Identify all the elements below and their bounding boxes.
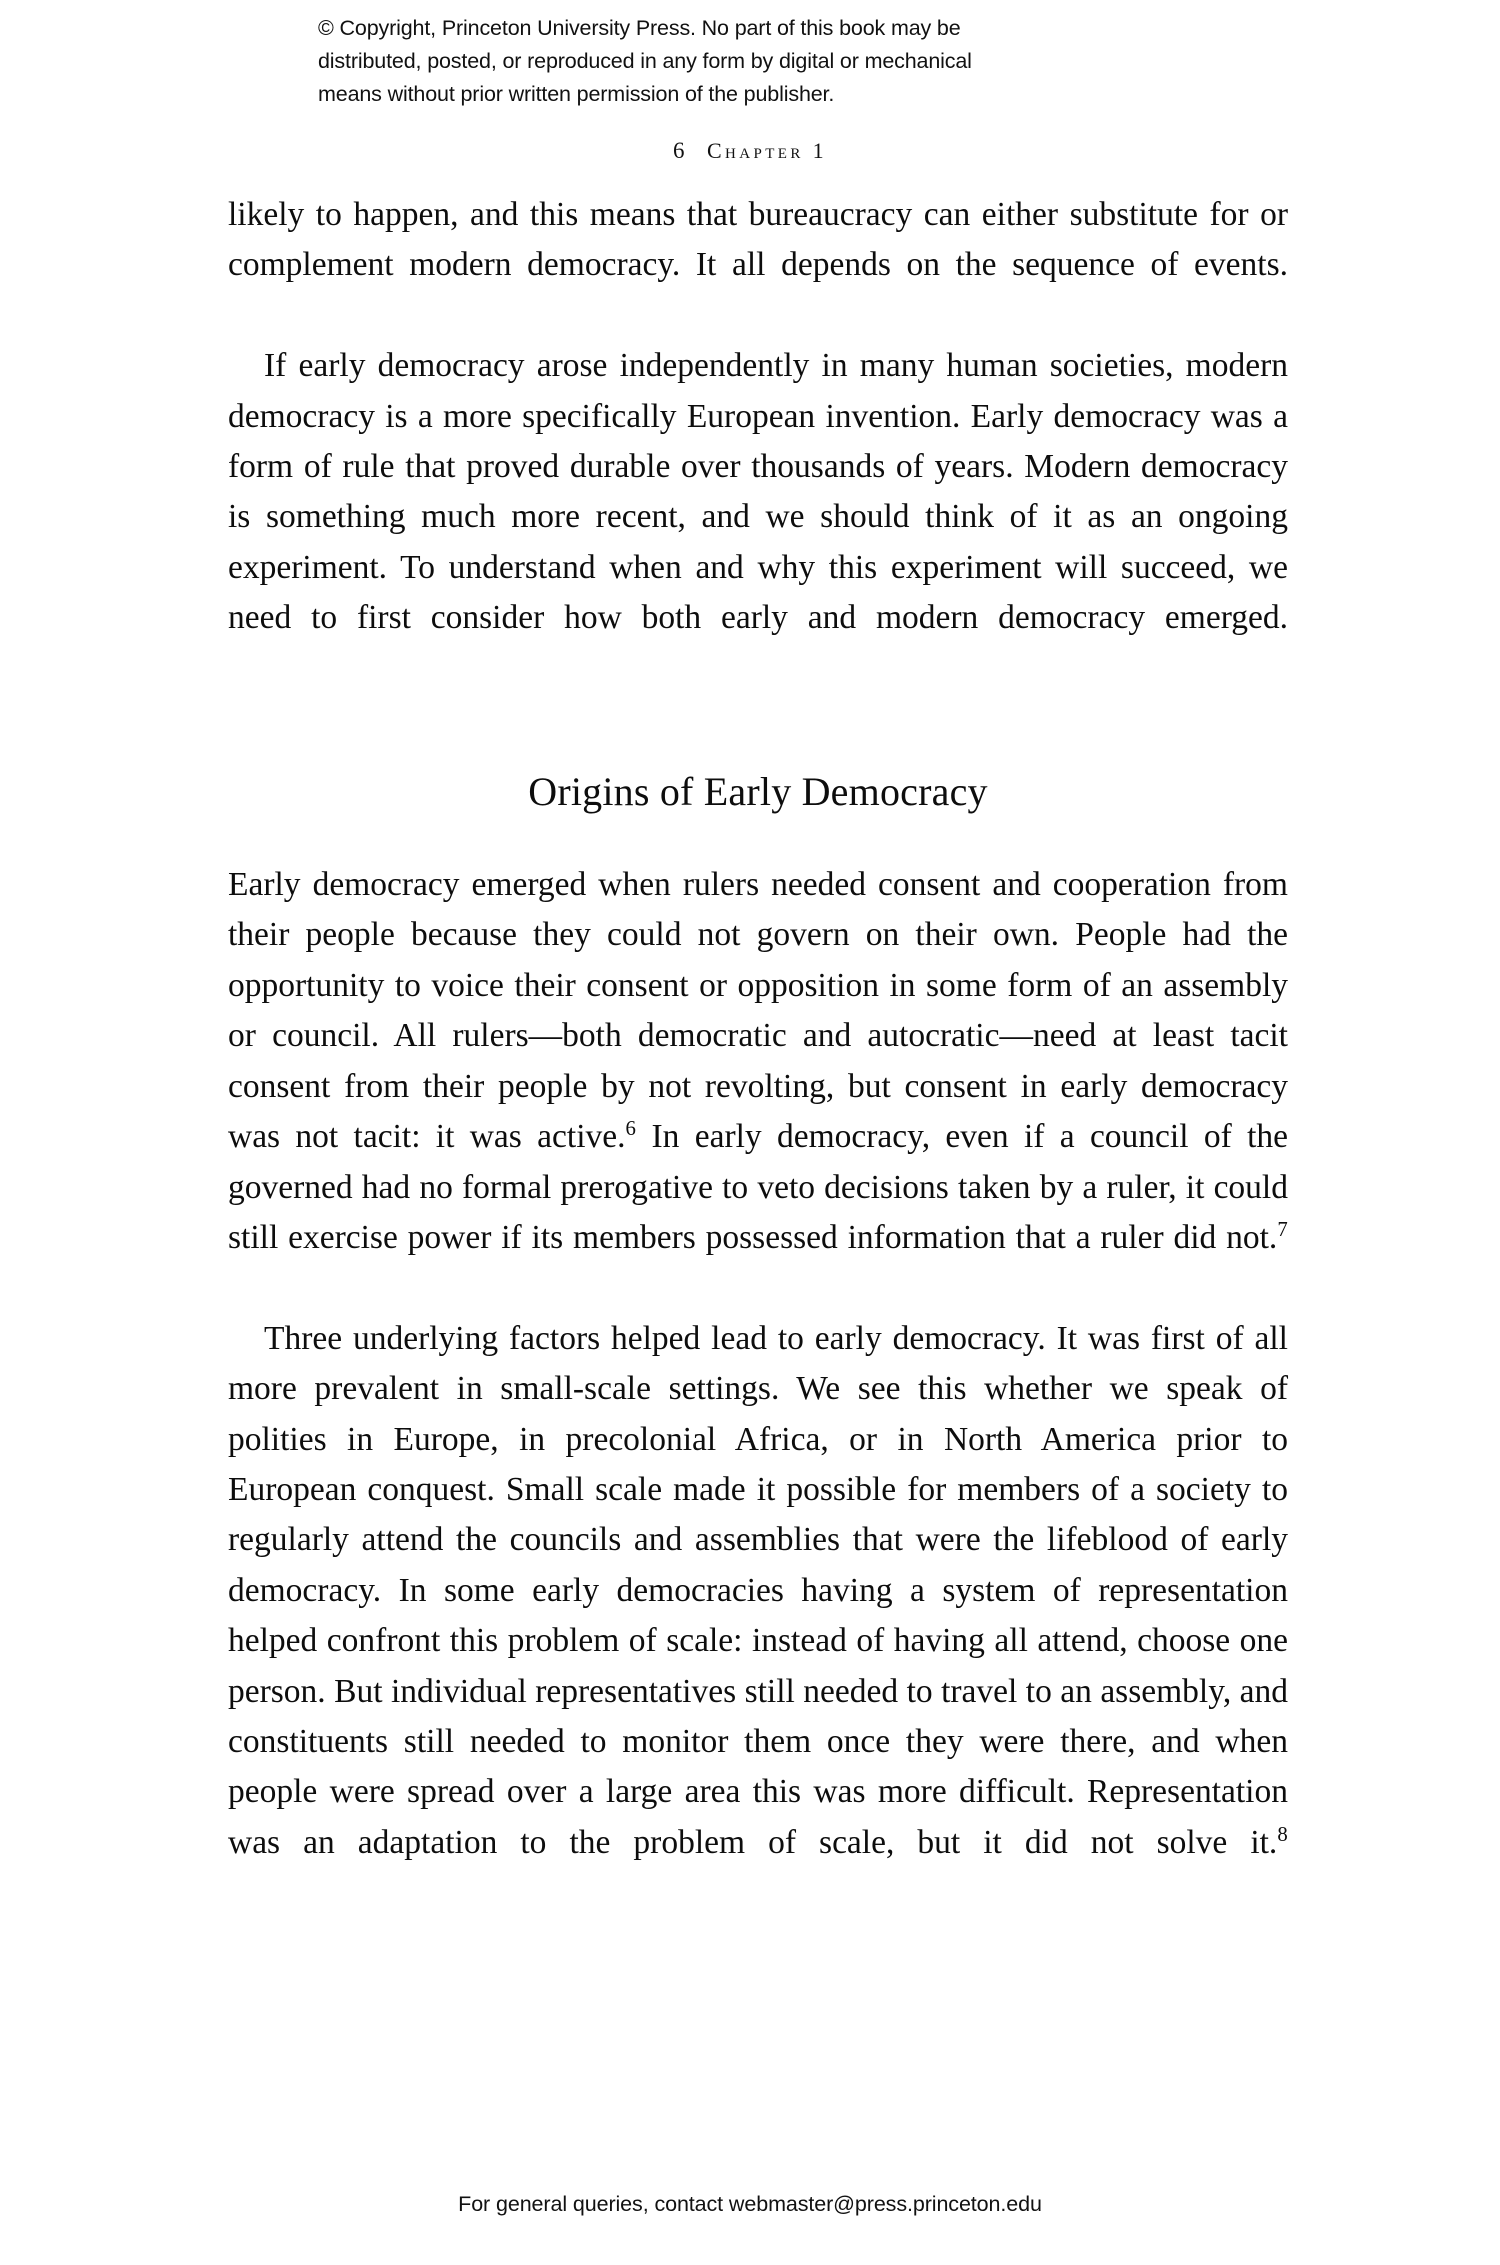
paragraph-3	[228, 860, 1288, 1314]
running-head-chapter-label: Chapter 1	[706, 138, 828, 163]
heading-spacer-bottom	[228, 816, 1288, 860]
footnote-marker-6: 6	[625, 1116, 637, 1140]
heading-spacer-top	[228, 694, 1288, 768]
running-head	[0, 138, 1500, 164]
page-textblock	[228, 190, 1288, 1919]
paragraph-4-text: Three underlying factors helped lead to early democracy. It was first of all more prevalent in small-scale settings. We see this whether we speak of polities in Europe, in precolonial Africa, or in North America prior to European conquest. Small scale made it possible for members of a society to regularly attend the councils and assemblies that were the lifeblood of early democracy. In some early democracies having a system of representation helped confront this problem of scale: instead of having all attend, choose one person. But individual representatives still needed to travel to an assembly, and constituents still needed to monitor them once they were there, and when people were spread over a large area this was more difficult. Representation was an adaptation to the problem of scale, but it did not solve it.	[228, 1319, 1288, 1861]
copyright-line-1: © Copyright, Princeton University Press. No part of this book may be	[318, 16, 961, 40]
paragraph-3-text-b: In early democracy, even if a council of the governed had no formal prerogative to veto decisions taken by a ruler, it could still exercise power if its members possessed information that a ruler did not.	[228, 1118, 1288, 1256]
footnote-marker-8: 8	[1277, 1822, 1288, 1846]
copyright-line-3: means without prior written permission of the publisher.	[318, 82, 835, 106]
paragraph-4	[228, 1314, 1288, 1919]
section-heading: Origins of Early Democracy	[528, 769, 988, 815]
paragraph-2: If early democracy arose independently in many human societies, modern democracy is a more specifically European invention. Early democracy was a form of rule that proved durable over thousands of years. Modern democracy is something much more recent, and we should think of it as an ongoing experiment. To understand when and why this experiment will succeed, we need to first consider how both early and modern democracy emerged.	[228, 347, 1288, 637]
footnote-marker-7: 7	[1277, 1217, 1288, 1241]
copyright-notice	[318, 12, 1198, 111]
page-folio-number: 6	[672, 138, 685, 163]
copyright-line-2: distributed, posted, or reproduced in any form by digital or mechanical	[318, 49, 972, 73]
paragraph-1: likely to happen, and this means that bureaucracy can either substitute for or complement modern democracy. It all depends on the sequence of events.	[228, 196, 1288, 284]
page-footer: For general queries, contact webmaster@press.princeton.edu	[458, 2192, 1042, 2216]
paragraph-3-text-a: Early democracy emerged when rulers needed consent and cooperation from their people because they could not govern on their own. People had the opportunity to voice their consent or opposition in some form of an assembly or council. All rulers—both democratic and autocratic—need at least tacit consent from their people by not revolting, but consent in early democracy was not tacit: it was active.	[228, 866, 1288, 1156]
